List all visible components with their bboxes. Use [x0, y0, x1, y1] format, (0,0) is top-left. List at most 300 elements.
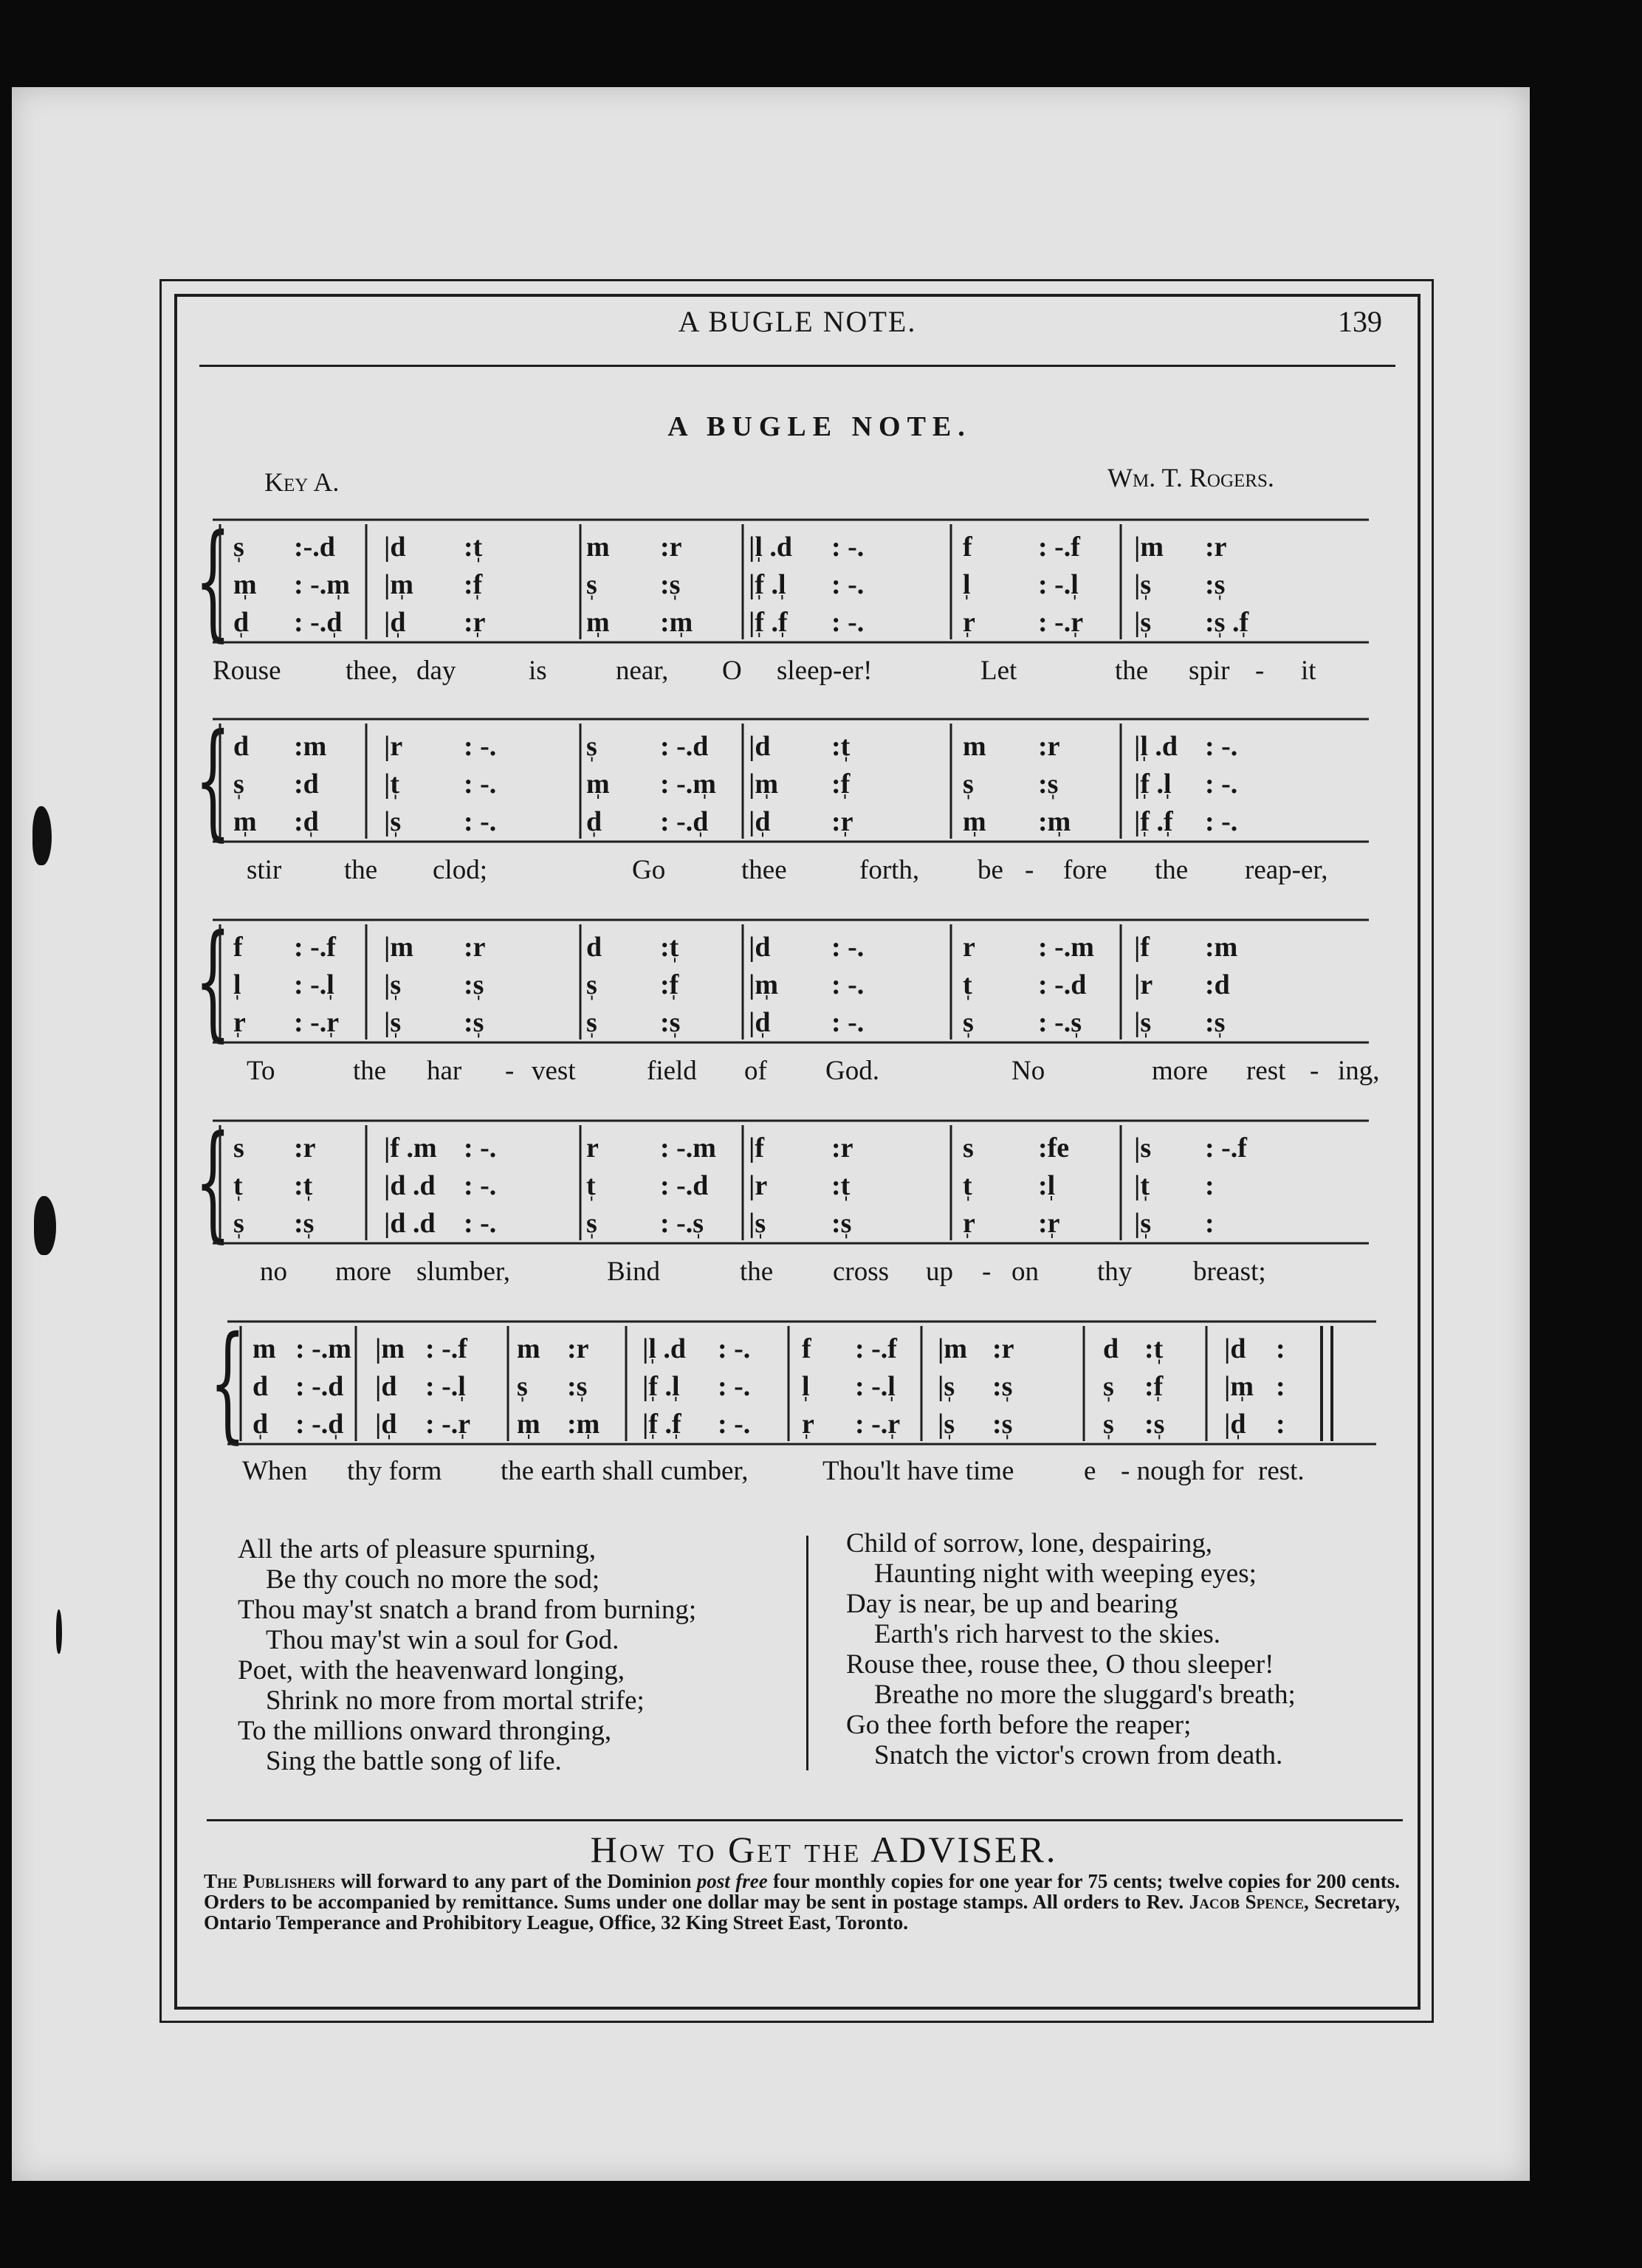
verse-line: Thou may'st snatch a brand from burning; — [238, 1595, 697, 1625]
note-cell: s̩ — [233, 769, 244, 800]
verse-line: Child of sorrow, lone, despairing, — [846, 1528, 1212, 1559]
note-cell: : — [1276, 1333, 1285, 1364]
note-cell: |f — [749, 1133, 765, 1164]
note-cell: : -.d̩ — [295, 1409, 344, 1440]
lyric-word: rest. — [1258, 1456, 1305, 1486]
note-cell: |l̩ .d — [642, 1333, 687, 1364]
voice-part-1 — [227, 1329, 1376, 1369]
note-cell: :d — [294, 769, 319, 800]
note-cell: |s̩ — [1134, 569, 1152, 600]
advert-text-2: four monthly copies for one year for 75 cents; twelve copies for 200 cents. Orders to be accompanied by remittance. Sums under one dollar may be sent in postage stamps. All orders to Rev. — [204, 1870, 1400, 1913]
advert-name: Jacob Spence — [1189, 1891, 1305, 1913]
note-cell: :s̩ — [831, 1208, 852, 1239]
advert-text-3: , Secretary, Ontario Temperance and Prohibitory League, Office, 32 King Street East, Toronto. — [204, 1891, 1400, 1934]
note-cell: :r̩ — [831, 806, 853, 837]
note-cell: |m — [375, 1333, 405, 1364]
note-cell: :t̩ — [1144, 1333, 1164, 1364]
lyric-word: thy form — [347, 1456, 442, 1486]
lyric-word: thee, — [346, 656, 398, 686]
note-cell: :m̩ — [660, 607, 693, 638]
verse-divider — [806, 1536, 808, 1770]
note-cell: |r — [1134, 969, 1153, 1000]
advert-post-free: post free — [696, 1870, 768, 1892]
voice-part-2 — [213, 565, 1369, 605]
note-cell: :r — [1205, 532, 1227, 563]
verse-line: Thou may'st win a soul for God. — [266, 1625, 619, 1655]
lyric-word: near, — [616, 656, 669, 686]
note-cell: r̩ — [233, 1007, 246, 1038]
running-title: A BUGLE NOTE. — [678, 305, 917, 338]
lyric-word: When — [242, 1456, 308, 1486]
note-cell: : -.l̩ — [1038, 569, 1079, 600]
voice-part-1 — [213, 927, 1369, 967]
lyric-word: thy — [1097, 1257, 1133, 1287]
note-cell: |s̩ — [1134, 607, 1152, 638]
voice-part-1 — [213, 726, 1369, 766]
note-cell: |m̩ — [749, 969, 779, 1000]
note-cell: d — [1103, 1333, 1119, 1364]
note-cell: : -.m — [1038, 932, 1094, 963]
note-cell: |f̩ .f̩ — [1134, 806, 1173, 837]
note-cell: t̩ — [233, 1170, 243, 1201]
note-cell: : -.r̩ — [855, 1409, 901, 1440]
note-cell: :s̩ — [567, 1371, 588, 1402]
lyric-word: no — [260, 1257, 287, 1287]
verse-line: Rouse thee, rouse thee, O thou sleeper! — [846, 1649, 1274, 1680]
lyric-word: up — [926, 1257, 953, 1287]
lyric-word: To — [247, 1056, 275, 1086]
verse-line: Haunting night with weeping eyes; — [874, 1559, 1257, 1589]
note-cell: : -.f — [425, 1333, 467, 1364]
note-cell: : -. — [1205, 806, 1238, 837]
note-cell: : -. — [831, 607, 865, 638]
note-cell: |s̩ — [938, 1371, 955, 1402]
note-cell: :r — [831, 1133, 853, 1164]
lyric-word: the — [740, 1257, 774, 1287]
note-cell: |l̩ .d — [749, 532, 793, 563]
score-system — [195, 908, 1380, 1102]
note-cell: :t̩ — [660, 932, 679, 963]
note-cell: s̩ — [586, 731, 597, 762]
lyric-word: - nough for — [1121, 1456, 1244, 1486]
note-cell: |l̩ .d — [1134, 731, 1178, 762]
note-cell: |s̩ — [1134, 1208, 1152, 1239]
note-cell: :t̩ — [294, 1170, 313, 1201]
note-cell: l̩ — [963, 569, 971, 600]
note-cell: s̩ — [586, 1208, 597, 1239]
voice-part-3 — [213, 1203, 1369, 1243]
note-cell: |m — [938, 1333, 968, 1364]
note-cell: r̩ — [963, 1208, 975, 1239]
note-cell: : -.d̩ — [294, 607, 343, 638]
note-cell: t̩ — [586, 1170, 596, 1201]
note-cell: : -. — [464, 806, 497, 837]
note-cell: : -.d — [295, 1371, 344, 1402]
score-system — [195, 707, 1369, 901]
advert-heading — [492, 1828, 1156, 1871]
note-cell: |d — [375, 1371, 397, 1402]
lyric-word: rest — [1246, 1056, 1286, 1086]
note-cell: :s̩ — [992, 1371, 1013, 1402]
lyric-word: is — [529, 656, 547, 686]
note-cell: :s̩ — [464, 1007, 484, 1038]
note-cell: s̩ — [963, 769, 974, 800]
note-cell: : — [1276, 1371, 1285, 1402]
note-cell: : — [1205, 1208, 1215, 1239]
lyric-word: O — [722, 656, 742, 686]
note-cell: :t̩ — [831, 731, 851, 762]
verse-line: Snatch the victor's crown from death. — [874, 1740, 1283, 1770]
note-cell: :f̩ — [660, 969, 679, 1000]
note-cell: |s — [1134, 1133, 1152, 1164]
lyric-word: the — [353, 1056, 387, 1086]
lyric-word: the earth shall cumber, — [501, 1456, 749, 1486]
note-cell: m — [586, 532, 610, 563]
note-cell: |s̩ — [384, 1007, 402, 1038]
note-cell: : -.s̩ — [660, 1208, 704, 1239]
lyric-word: God. — [825, 1056, 879, 1086]
note-cell: |f̩ .f̩ — [642, 1409, 681, 1440]
note-cell: :s̩ .f̩ — [1205, 607, 1249, 638]
lyric-word: thee — [741, 855, 787, 885]
lyric-word: - — [505, 1056, 515, 1086]
verse-line: To the millions onward thronging, — [238, 1716, 612, 1746]
note-cell: :r̩ — [464, 607, 486, 638]
note-cell: d — [586, 932, 602, 963]
note-cell: |m̩ — [384, 569, 414, 600]
note-cell: m̩ — [517, 1409, 540, 1440]
note-cell: :f̩ — [1144, 1371, 1164, 1402]
verse-line: Poet, with the heavenward longing, — [238, 1655, 625, 1685]
note-cell: :r̩ — [1038, 1208, 1060, 1239]
note-cell: l̩ — [233, 969, 241, 1000]
lyric-line — [213, 653, 1369, 690]
note-cell: s̩ — [963, 1007, 974, 1038]
note-cell: s̩ — [233, 1208, 244, 1239]
verse-line: Be thy couch no more the sod; — [266, 1564, 600, 1595]
lyric-word: forth, — [859, 855, 920, 885]
note-cell: : -.m — [660, 1133, 716, 1164]
lyric-word: breast; — [1193, 1257, 1266, 1287]
note-cell: : -.r̩ — [294, 1007, 340, 1038]
verse-left — [238, 1534, 696, 1776]
composer-name: Wm. T. Rogers. — [1107, 463, 1274, 492]
note-cell: : -. — [718, 1333, 751, 1364]
note-cell: : -.d — [660, 1170, 709, 1201]
note-cell: |d — [749, 932, 771, 963]
note-cell: m̩ — [233, 569, 257, 600]
note-cell: : -.d̩ — [660, 806, 709, 837]
ink-blot — [32, 806, 52, 865]
note-cell: :r — [1038, 731, 1060, 762]
lyric-line — [213, 1254, 1369, 1291]
note-cell: : -.f — [855, 1333, 897, 1364]
voice-part-3 — [213, 802, 1369, 842]
lyric-word: cross — [833, 1257, 890, 1287]
brace: { — [195, 908, 231, 1054]
note-cell: : -.s̩ — [1038, 1007, 1082, 1038]
lyric-word: more — [1152, 1056, 1209, 1086]
note-cell: :s̩ — [464, 969, 484, 1000]
note-cell: : -. — [831, 969, 865, 1000]
page-number: 139 — [1338, 305, 1382, 338]
lyric-word: of — [744, 1056, 767, 1086]
note-cell: |m̩ — [1224, 1371, 1254, 1402]
note-cell: |f̩ .f̩ — [749, 607, 788, 638]
note-cell: m̩ — [586, 607, 610, 638]
note-cell: :s̩ — [1144, 1409, 1165, 1440]
note-cell: s̩ — [586, 1007, 597, 1038]
advert-text-1: will forward to any part of the Dominion — [335, 1870, 697, 1892]
note-cell: |d — [1224, 1333, 1246, 1364]
note-cell: :d — [1205, 969, 1230, 1000]
lyric-word: fore — [1063, 855, 1107, 885]
header-rule — [199, 365, 1395, 367]
note-cell: : -.l̩ — [855, 1371, 896, 1402]
note-cell: |f̩ .l̩ — [642, 1371, 680, 1402]
note-cell: :s̩ — [660, 1007, 681, 1038]
note-cell: : -. — [718, 1409, 751, 1440]
note-cell: f — [233, 932, 243, 963]
advert-rule — [207, 1819, 1403, 1821]
note-cell: : -. — [1205, 769, 1238, 800]
note-cell: |r — [749, 1170, 768, 1201]
voice-part-2 — [213, 764, 1369, 804]
note-cell: r̩ — [802, 1409, 814, 1440]
verse-line: Sing the battle song of life. — [266, 1746, 562, 1776]
note-cell: : -.m̩ — [294, 569, 350, 600]
key-text: Key A. — [264, 467, 340, 497]
note-cell: |d̩ — [749, 806, 771, 837]
lyric-word: the — [1155, 855, 1189, 885]
verse-line: All the arts of pleasure spurning, — [238, 1534, 596, 1564]
note-cell: : -. — [831, 569, 865, 600]
note-cell: d — [233, 731, 250, 762]
note-cell: :s̩ — [294, 1208, 315, 1239]
note-cell: :s̩ — [992, 1409, 1013, 1440]
score-system — [210, 1310, 1376, 1503]
note-cell: : -. — [831, 1007, 865, 1038]
lyric-word: No — [1011, 1056, 1045, 1086]
note-cell: :s̩ — [1205, 1007, 1226, 1038]
voice-part-2 — [227, 1367, 1376, 1406]
brace: { — [195, 1109, 231, 1255]
lyric-word: sleep-er! — [777, 656, 873, 686]
note-cell: :r — [992, 1333, 1014, 1364]
note-cell: : -.l̩ — [294, 969, 334, 1000]
lyric-line — [227, 1453, 1376, 1490]
note-cell: |d̩ — [749, 1007, 771, 1038]
note-cell: : -.f — [294, 932, 336, 963]
lyric-word: - — [1310, 1056, 1319, 1086]
note-cell: : -.r̩ — [425, 1409, 471, 1440]
lyric-word: reap-er, — [1245, 855, 1328, 885]
note-cell: t̩ — [963, 969, 972, 1000]
note-cell: :fe — [1038, 1133, 1070, 1164]
lyric-word: ing, — [1338, 1056, 1380, 1086]
note-cell: d̩ — [233, 607, 250, 638]
note-cell: m — [963, 731, 986, 762]
note-cell: : -.d — [1038, 969, 1087, 1000]
note-cell: :d̩ — [294, 806, 319, 837]
lyric-word: Thou'lt have time — [822, 1456, 1014, 1486]
note-cell: s — [233, 1133, 244, 1164]
note-cell: : -.m — [295, 1333, 351, 1364]
note-cell: :m̩ — [567, 1409, 600, 1440]
lyric-word: more — [335, 1257, 392, 1287]
lyric-word: the — [344, 855, 378, 885]
note-cell: s — [963, 1133, 974, 1164]
note-cell: r — [963, 932, 975, 963]
note-cell: : -. — [464, 1208, 497, 1239]
note-cell: f — [802, 1333, 811, 1364]
note-cell: m — [253, 1333, 276, 1364]
note-cell: |m — [384, 932, 414, 963]
note-cell: :s̩ — [1038, 769, 1059, 800]
note-cell: :s̩ — [660, 569, 681, 600]
voice-part-2 — [213, 1166, 1369, 1206]
voice-part-1 — [213, 527, 1369, 567]
note-cell: :-.d — [294, 532, 335, 563]
voice-part-3 — [213, 1003, 1369, 1042]
note-cell: : — [1276, 1409, 1285, 1440]
lyric-word: be — [978, 855, 1003, 885]
composer — [1107, 462, 1274, 493]
note-cell: |m̩ — [749, 769, 779, 800]
note-cell: |f̩ .l̩ — [1134, 769, 1172, 800]
lyric-word: spir — [1189, 656, 1230, 686]
note-cell: s̩ — [586, 969, 597, 1000]
lyric-word: field — [647, 1056, 697, 1086]
note-cell: : — [1205, 1170, 1215, 1201]
voice-part-3 — [213, 602, 1369, 642]
note-cell: : -. — [464, 769, 497, 800]
ink-blot — [56, 1609, 62, 1654]
note-cell: s̩ — [1103, 1409, 1114, 1440]
note-cell: m̩ — [586, 769, 610, 800]
note-cell: : -. — [831, 532, 865, 563]
advert-heading-text: How to Get the ADVISER. — [590, 1829, 1058, 1870]
lyric-word: Go — [632, 855, 666, 885]
note-cell: s̩ — [517, 1371, 528, 1402]
note-cell: |s̩ — [938, 1409, 955, 1440]
lyric-word: har — [427, 1056, 462, 1086]
note-cell: s̩ — [233, 532, 244, 563]
lyric-line — [213, 852, 1369, 889]
note-cell: :r — [660, 532, 682, 563]
note-cell: m̩ — [963, 806, 986, 837]
note-cell: l̩ — [802, 1371, 810, 1402]
note-cell: : -. — [464, 731, 497, 762]
verse-line: Go thee forth before the reaper; — [846, 1710, 1192, 1740]
note-cell: : -. — [718, 1371, 751, 1402]
lyric-word: the — [1115, 656, 1149, 686]
verse-line: Shrink no more from mortal strife; — [266, 1685, 645, 1716]
score-system — [195, 1109, 1369, 1302]
note-cell: d̩ — [586, 806, 602, 837]
note-cell: |f — [1134, 932, 1150, 963]
note-cell: d — [253, 1371, 269, 1402]
note-cell: : -. — [1205, 731, 1238, 762]
note-cell: :f̩ — [831, 769, 851, 800]
note-cell: s̩ — [1103, 1371, 1114, 1402]
ink-blot — [34, 1196, 56, 1255]
voice-part-1 — [213, 1128, 1369, 1168]
lyric-word: vest — [532, 1056, 576, 1086]
note-cell: : -. — [464, 1170, 497, 1201]
note-cell: : -.f — [1205, 1133, 1247, 1164]
note-cell: |d — [749, 731, 771, 762]
note-cell: r — [586, 1133, 599, 1164]
note-cell: s̩ — [586, 569, 597, 600]
note-cell: :r — [567, 1333, 589, 1364]
brace: { — [195, 707, 231, 853]
note-cell: :s̩ — [1205, 569, 1226, 600]
note-cell: :r — [464, 932, 486, 963]
note-cell: |d̩ — [384, 607, 406, 638]
verse-line: Earth's rich harvest to the skies. — [874, 1619, 1221, 1649]
lyric-word: Bind — [607, 1257, 660, 1287]
note-cell: |s̩ — [1134, 1007, 1152, 1038]
note-cell: :m — [294, 731, 327, 762]
note-cell: |d̩ — [1224, 1409, 1246, 1440]
note-cell: d̩ — [253, 1409, 269, 1440]
lyric-word: on — [1011, 1257, 1039, 1287]
lyric-word: day — [416, 656, 456, 686]
note-cell: f — [963, 532, 972, 563]
note-cell: |r — [384, 731, 403, 762]
note-cell: :m — [1205, 932, 1238, 963]
note-cell: : -.r̩ — [1038, 607, 1084, 638]
note-cell: m — [517, 1333, 540, 1364]
note-cell: :m̩ — [1038, 806, 1071, 837]
score-system — [195, 508, 1369, 701]
note-cell: :l̩ — [1038, 1170, 1056, 1201]
lyric-word: - — [982, 1257, 992, 1287]
note-cell: |d .d — [384, 1170, 436, 1201]
advert-body — [204, 1871, 1400, 1933]
lyric-word: Rouse — [213, 656, 281, 686]
note-cell: : -. — [831, 932, 865, 963]
note-cell: m̩ — [233, 806, 257, 837]
key-label — [264, 467, 339, 498]
note-cell: |s̩ — [384, 969, 402, 1000]
note-cell: |t̩ — [1134, 1170, 1150, 1201]
note-cell: :f̩ — [464, 569, 483, 600]
note-cell: |d .d — [384, 1208, 436, 1239]
brace: { — [195, 508, 231, 654]
verse-line: Day is near, be up and bearing — [846, 1589, 1178, 1619]
note-cell: |s̩ — [749, 1208, 766, 1239]
lyric-word: it — [1301, 656, 1316, 686]
brace: { — [210, 1310, 246, 1456]
voice-part-3 — [227, 1404, 1376, 1444]
voice-part-2 — [213, 965, 1369, 1005]
lyric-word: - — [1025, 855, 1034, 885]
note-cell: :r — [294, 1133, 316, 1164]
lyric-word: e — [1084, 1456, 1096, 1486]
verse-line: Breathe no more the sluggard's breath; — [874, 1680, 1296, 1710]
note-cell: |t̩ — [384, 769, 400, 800]
note-cell: |s̩ — [384, 806, 402, 837]
note-cell: |d — [384, 532, 406, 563]
lyric-word: - — [1255, 656, 1265, 686]
lyric-word: Let — [980, 656, 1017, 686]
lyric-line — [213, 1053, 1380, 1090]
note-cell: t̩ — [963, 1170, 972, 1201]
verse-right — [846, 1528, 1296, 1770]
lyric-word: clod; — [433, 855, 487, 885]
